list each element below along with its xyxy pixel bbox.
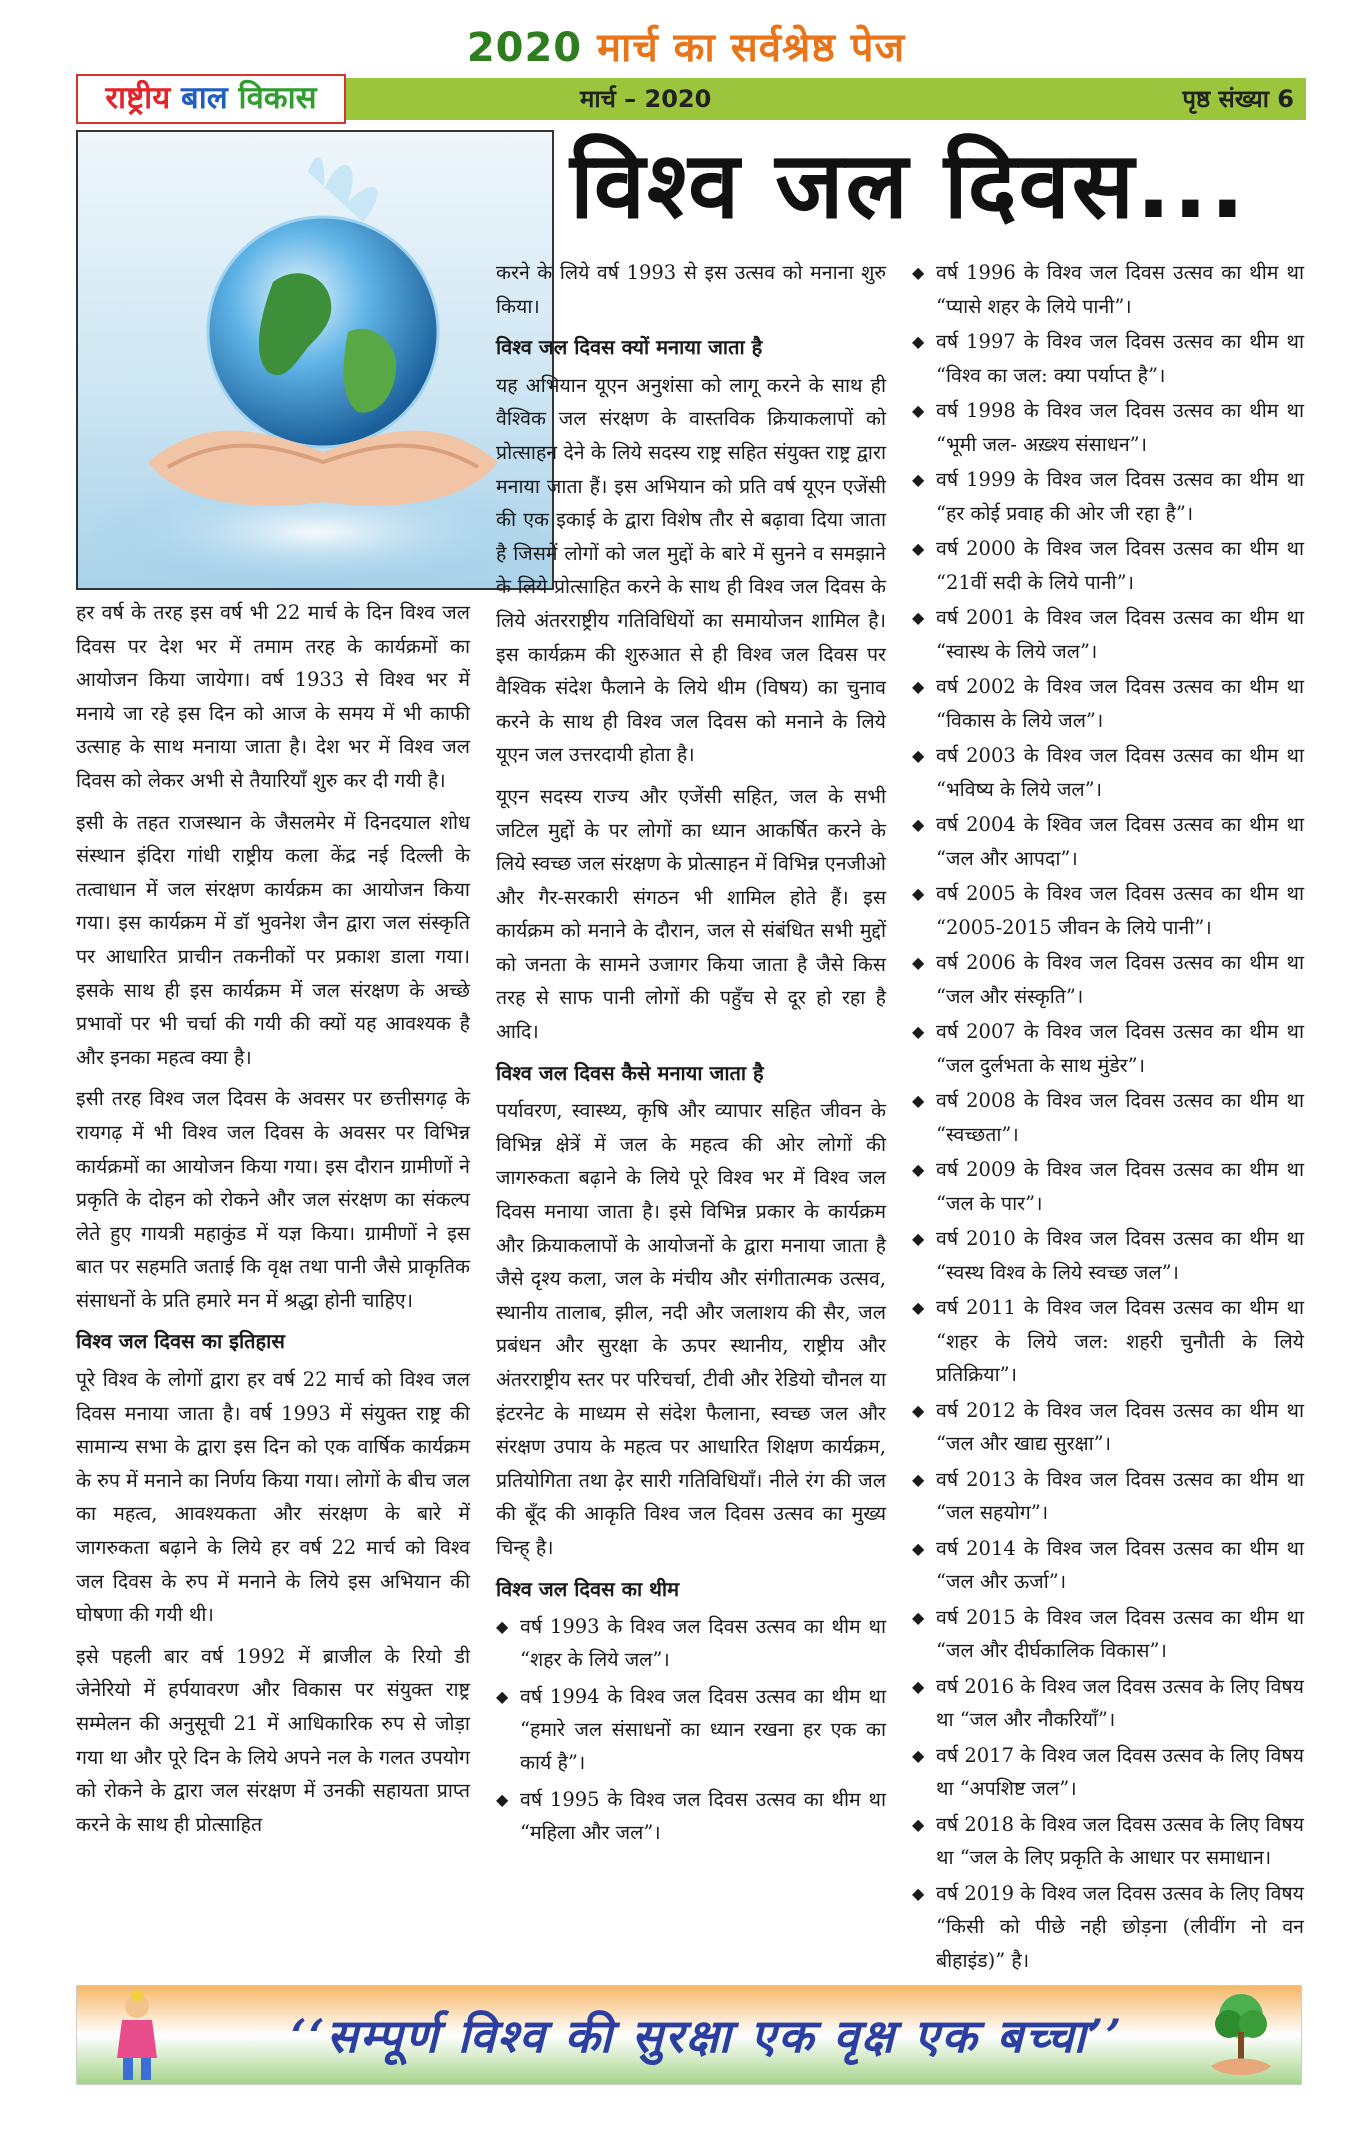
- child-figure-icon: [97, 1988, 177, 2084]
- theme-list-item: ◆ वर्ष 1997 के विश्व जल दिवस उत्सव का थीम था “विश्व का जल: क्या पर्याप्त है”।: [912, 325, 1304, 392]
- theme-list-item: ◆ वर्ष 2010 के विश्व जल दिवस उत्सव का थीम था “स्वस्थ विश्व के लिये स्वच्छ जल”।: [912, 1222, 1304, 1289]
- theme-list-item: ◆ वर्ष 2019 के विश्व जल दिवस उत्सव के लिए विषय “किसी को पीछे नही छोड़ना (लीवींग नो वन बीहाइंड)” है।: [912, 1877, 1304, 1978]
- theme-list-item: ◆ वर्ष 2013 के विश्व जल दिवस उत्सव का थीम था “जल सहयोग”।: [912, 1463, 1304, 1530]
- theme-list-item: ◆ वर्ष 2005 के विश्व जल दिवस उत्सव का थीम था “2005-2015 जीवन के लिये पानी”।: [912, 877, 1304, 944]
- footer-slogan: ‘‘सम्पूर्ण विश्व की सुरक्षा एक वृक्ष एक बच्चा’’: [290, 2009, 1124, 2063]
- theme-list-item: ◆ वर्ष 2012 के विश्व जल दिवस उत्सव का थीम था “जल और खाद्य सुरक्षा”।: [912, 1394, 1304, 1461]
- theme-list-item: ◆ वर्ष 2000 के विश्व जल दिवस उत्सव का थीम था “21वीं सदी के लिये पानी”।: [912, 532, 1304, 599]
- theme-list-item: ◆ वर्ष 2001 के विश्व जल दिवस उत्सव का थीम था “स्वास्थ के लिये जल”।: [912, 601, 1304, 668]
- theme-list-item: ◆ वर्ष 2002 के विश्व जल दिवस उत्सव का थीम था “विकास के लिये जल”।: [912, 670, 1304, 737]
- paragraph: इसे पहली बार वर्ष 1992 में ब्राजील के रियो डी जेनेरियो में हर्पयावरण और विकास पर संयुक्त राष्ट्र सम्मेलन की अनुसूची 21 में आधिकारिक रुप से जोड़ा गया था और पूरे दिन के लिये अपने नल के गलत उपयोग को रोकने के द्वारा जल संरक्षण में उनकी सहायता प्राप्त करने के साथ ही प्रोत्साहित: [76, 1644, 470, 1836]
- section-heading-theme: विश्व जल दिवस का थीम: [496, 1576, 680, 1601]
- brand-word-1: राष्ट्रीय: [105, 80, 171, 116]
- paragraph: यूएन सदस्य राज्य और एजेंसी सहित, जल के सभी जटिल मुद्दों के पर लोगों का ध्यान आकर्षित करने के लिये स्वच्छ जल संरक्षण के प्रोत्साहन में विभिन्न एनजीओ और गैर-सरकारी संगठन भी शामिल होते हैं। इस कार्यक्रम को मनाने के दौरान, जल से संबंधित सभी मुद्दों को जनता के सामने उजागर किया जाता है जैसे किस तरह से साफ पानी लोगों की पहुँच से दूर हो रहा है आदि।: [496, 784, 886, 1044]
- section-heading-how: विश्व जल दिवस कैसे मनाया जाता है: [496, 1060, 764, 1085]
- theme-list-item: ◆ वर्ष 1998 के विश्व जल दिवस उत्सव का थीम था “भूमी जल- अख़्श्य संसाधन”।: [912, 394, 1304, 461]
- brand-logo: [76, 74, 346, 124]
- theme-list-item: ◆ वर्ष 2007 के विश्व जल दिवस उत्सव का थीम था “जल दुर्लभता के साथ मुंडेर”।: [912, 1015, 1304, 1082]
- theme-list-item: ◆ वर्ष 2004 के श्विव जल दिवस उत्सव का थीम था “जल और आपदा”।: [912, 808, 1304, 875]
- theme-list-item: ◆ वर्ष 1995 के विश्व जल दिवस उत्सव का थीम था “महिला और जल”।: [496, 1783, 886, 1849]
- theme-list-item: ◆ वर्ष 2008 के विश्व जल दिवस उत्सव का थीम था “स्वच्छता”।: [912, 1084, 1304, 1151]
- tree-in-hand-icon: [1201, 1988, 1281, 2084]
- banner-year: 2020: [466, 25, 583, 71]
- page-banner-title: [0, 18, 1372, 73]
- paragraph: इसी तरह विश्व जल दिवस के अवसर पर छत्तीसगढ़ के रायगढ़ में भी विश्व जल दिवस के अवसर पर विभिन्न कार्यक्रमों का आयोजन किया गया। इस दौरान ग्रामीणों ने प्रकृति के दोहन को रोकने और जल संरक्षण का संकल्प लेते हुए गायत्री महाकुंड में यज्ञ किया। ग्रामीणों ने इस बात पर सहमति जताई कि वृक्ष तथा पानी जैसे प्राकृतिक संसाधनों के प्रति हमारे मन में श्रद्धा होनी चाहिए।: [76, 1087, 470, 1312]
- theme-list-item: ◆ वर्ष 1999 के विश्व जल दिवस उत्सव का थीम था “हर कोई प्रवाह की ओर जी रहा है”।: [912, 463, 1304, 530]
- theme-list-item: ◆ वर्ष 1993 के विश्व जल दिवस उत्सव का थीम था “शहर के लिये जल”।: [496, 1610, 886, 1676]
- issue-month: मार्च – 2020: [580, 85, 712, 113]
- theme-list-item: ◆ वर्ष 2011 के विश्व जल दिवस उत्सव का थीम था “शहर के लिये जल: शहरी चुनौती के लिये प्रतिक्रिया”।: [912, 1291, 1304, 1392]
- brand-word-2: बाल: [181, 80, 228, 116]
- banner-text: मार्च का सर्वश्रेष्ठ पेज: [597, 25, 906, 71]
- theme-list-item: ◆ वर्ष 2003 के विश्व जल दिवस उत्सव का थीम था “भविष्य के लिये जल”।: [912, 739, 1304, 806]
- theme-list-item: ◆ वर्ष 2014 के विश्व जल दिवस उत्सव का थीम था “जल और ऊर्जा”।: [912, 1532, 1304, 1599]
- footer-slogan-banner: [76, 1985, 1302, 2085]
- page-number: पृष्ठ संख्या 6: [1182, 85, 1294, 113]
- section-heading-why: विश्व जल दिवस क्यों मनाया जाता है: [496, 335, 763, 360]
- main-headline: विश्व जल दिवस...: [570, 132, 1247, 239]
- paragraph: हर वर्ष के तरह इस वर्ष भी 22 मार्च के दिन विश्व जल दिवस पर देश भर में तमाम तरह के कार्यक्रमों का आयोजन किया जायेगा। वर्ष 1933 से विश्व भर में मनाये जा रहे इस दिन को आज के समय में भी काफी उत्साह के साथ मनाया जाता है। देश भर में विश्व जल दिवस को लेकर अभी से तैयारियाँ शुरु कर दी गयी है।: [76, 601, 470, 792]
- theme-list-item: ◆ वर्ष 2009 के विश्व जल दिवस उत्सव का थीम था “जल के पार”।: [912, 1153, 1304, 1220]
- hero-image-water-globe: [76, 130, 554, 590]
- paragraph: करने के लिये वर्ष 1993 से इस उत्सव को मनाना शुरु किया।: [496, 261, 886, 318]
- theme-list-item: ◆ वर्ष 2018 के विश्व जल दिवस उत्सव के लिए विषय था “जल के लिए प्रकृति के आधार पर समाधान।: [912, 1808, 1304, 1875]
- section-heading-history: विश्व जल दिवस का इतिहास: [76, 1329, 285, 1354]
- article-column-2: [496, 256, 886, 1853]
- paragraph: यह अभियान यूएन अनुशंसा को लागू करने के साथ ही वैश्विक जल संरक्षण के वास्तविक क्रियाकलापों को प्रोत्साहन देने के लिये सदस्य राष्ट्र सहित संयुक्त राष्ट्र द्वारा मनाया जाता हैं। इस अभियान को प्रति वर्ष यूएन एजेंसी की एक इकाई के द्वारा विशेष तौर से बढ़ावा दिया जाता है जिसमें लोगों को जल मुद्दों के बारे में सुनने व समझाने के लिये प्रोत्साहित करने के साथ ही विश्व जल दिवस के लिये अंतरराष्ट्रीय गतिविधियों का समायोजन शामिल है। इस कार्यक्रम की शुरुआत से ही विश्व जल दिवस पर वैश्विक संदेश फैलाने के लिये थीम (विषय) का चुनाव करने के साथ ही विश्व जल दिवस को मनाने के लिये यूएन जल उत्तरदायी होता है।: [496, 373, 886, 767]
- theme-list-item: ◆ वर्ष 1996 के विश्व जल दिवस उत्सव का थीम था “प्यासे शहर के लिये पानी”।: [912, 256, 1304, 323]
- article-column-1: [76, 596, 470, 1849]
- article-column-3-theme-list: [912, 256, 1304, 1979]
- theme-list-item: ◆ वर्ष 2015 के विश्व जल दिवस उत्सव का थीम था “जल और दीर्घकालिक विकास”।: [912, 1601, 1304, 1668]
- paragraph: पूरे विश्व के लोगों द्वारा हर वर्ष 22 मार्च को विश्व जल दिवस मनाया जाता है। वर्ष 1993 में संयुक्त राष्ट्र की सामान्य सभा के द्वारा इस दिन को एक वार्षिक कार्यक्रम के रुप में मनाने का निर्णय किया गया। लोगों के बीच जल का महत्व, आवश्यकता और संरक्षण के बारे में जागरुकता बढ़ाने के लिये हर वर्ष 22 मार्च को विश्व जल दिवस के रुप में मनाने के लिये इस अभियान की घोषणा की गयी थी।: [76, 1368, 470, 1627]
- paragraph: इसी के तहत राजस्थान के जैसलमेर में दिनदयाल शोध संस्थान इंदिरा गांधी राष्ट्रीय कला केंद्र नई दिल्ली के तत्वाधान में जल संरक्षण कार्यक्रम का आयोजन किया गया। इस कार्यक्रम में डॉ भुवनेश जैन द्वारा जल संस्कृति पर आधारित प्राचीन तकनीकों पर प्रकाश डाला गया। इसके साथ ही इस कार्यक्रम में जल संरक्षण के अच्छे प्रभावों पर भी चर्चा की गयी की क्यों यह आवश्यक है और इनका महत्व क्या है।: [76, 810, 470, 1069]
- brand-word-3: विकास: [238, 80, 317, 116]
- theme-list-item: ◆ वर्ष 2016 के विश्व जल दिवस उत्सव के लिए विषय था “जल और नौकरियाँ”।: [912, 1670, 1304, 1737]
- globe-in-hands-illustration: [78, 132, 554, 590]
- theme-list-item: ◆ वर्ष 2006 के विश्व जल दिवस उत्सव का थीम था “जल और संस्कृति”।: [912, 946, 1304, 1013]
- theme-list-item: ◆ वर्ष 1994 के विश्व जल दिवस उत्सव का थीम था “हमारे जल संसाधनों का ध्यान रखना हर एक का कार्य है”।: [496, 1680, 886, 1779]
- paragraph: पर्यावरण, स्वास्थ्य, कृषि और व्यापार सहित जीवन के विभिन्न क्षेत्रें में जल के महत्व की ओर लोगों की जागरुकता बढ़ाने के लिये पूरे विश्व भर में विश्व जल दिवस मनाया जाता है। इसे विभिन्न प्रकार के कार्यक्रम और क्रियाकलापों के आयोजनों के द्वारा मनाया जाता है जैसे दृश्य कला, जल के मंचीय और संगीतात्मक उत्सव, स्थानीय तालाब, झील, नदी और जलाशय की सैर, जल प्रबंधन और सुरक्षा के ऊपर स्थानीय, राष्ट्रीय और अंतरराष्ट्रीय स्तर पर परिचर्चा, टीवी और रेडियो चौनल या इंटरनेट के माध्यम से संदेश फैलाना, स्वच्छ जल और संरक्षण उपाय के महत्व पर आधारित शिक्षण कार्यक्रम, प्रतियोगिता तथा ढ़ेर सारी गतिविधियाँ। नीले रंग की जल की बूँद की आकृति विश्व जल दिवस उत्सव का मुख्य चिन्ह् है।: [496, 1099, 886, 1559]
- theme-list-item: ◆ वर्ष 2017 के विश्व जल दिवस उत्सव के लिए विषय था “अपशिष्ट जल”।: [912, 1739, 1304, 1806]
